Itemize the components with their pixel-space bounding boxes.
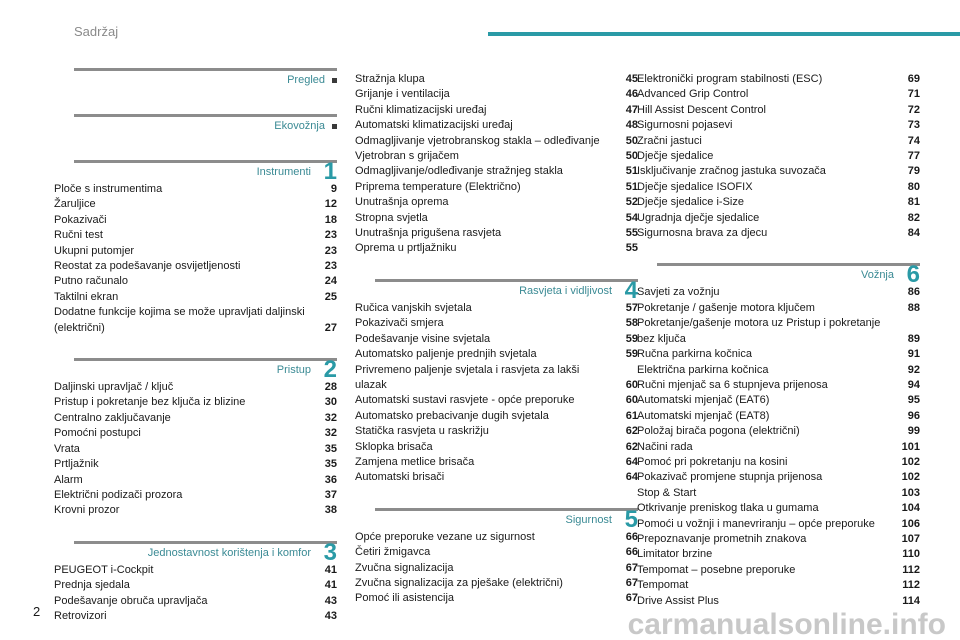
toc-entry-text: Daljinski upravljač / ključ [54,381,174,394]
toc-entry[interactable] [637,285,920,300]
toc-entry[interactable] [637,517,920,532]
toc-entry-text: Odmagljivanje vjetrobranskog stakla – odleđivanje [355,134,600,147]
toc-entry-page: 110 [902,548,920,561]
page-header-title: Sadržaj [74,24,119,39]
toc-entry-text: Dodatne funkcije kojima se može upravljati daljinski (električni) [54,306,305,334]
toc-entry-text: Unutrašnja oprema [355,196,449,209]
toc-entry-text: Priprema temperature (Električno) [355,180,521,193]
toc-entry[interactable] [637,563,920,578]
toc-entry-text: Zračni jastuci [637,134,702,147]
toc-entry-page: 28 [324,381,337,394]
toc-section-instrumenti [54,154,337,336]
toc-entry-page: 99 [907,425,920,438]
toc-section-voznja [637,257,920,609]
toc-entry-text: Četiri žmigavca [355,546,431,559]
toc-entry[interactable] [54,395,337,410]
toc-entry-page: 84 [907,227,920,240]
toc-entry-text: Vrata [54,442,80,455]
toc-entry[interactable] [637,134,920,149]
toc-entry-page: 48 [625,119,638,132]
toc-entry-text: Sigurnosna brava za djecu [637,227,768,240]
toc-entry-text: Tempomat – posebne preporuke [637,563,796,576]
toc-entry[interactable] [355,363,638,394]
section-title[interactable]: Pristup [276,364,311,377]
toc-entry-page: 9 [330,183,337,195]
toc-entry-text: Automatsko paljenje prednjih svjetala [355,348,537,361]
toc-entry-text: Vjetrobran s grijačem [355,150,459,163]
toc-entry-page: 41 [324,579,337,592]
toc-entry-page: 32 [324,427,337,440]
toc-entry-page: 45 [625,73,638,85]
toc-entry-page: 41 [324,563,337,576]
toc-entry-page: 64 [625,471,638,484]
toc-section-pristup [54,352,337,519]
toc-entry-text: Pomoć ili asistencija [355,592,455,605]
toc-entry[interactable] [637,87,920,102]
toc-entry[interactable] [54,182,337,197]
toc-entry[interactable] [355,332,638,347]
toc-entry-page: 66 [625,546,638,559]
toc-entry-page: 35 [324,458,337,471]
toc-entry[interactable] [355,87,638,102]
toc-entry[interactable] [54,274,337,289]
toc-entry[interactable] [637,455,920,470]
toc-entry-page: 95 [907,394,920,407]
toc-entry[interactable] [355,301,638,316]
toc-entry[interactable] [355,393,638,408]
toc-entry[interactable] [637,316,920,347]
toc-entry-text: Automatski mjenjač (EAT6) [637,394,770,407]
toc-entry-page: 58 [625,317,638,330]
toc-entry-page: 61 [625,409,638,422]
toc-entry-page: 66 [625,530,638,543]
toc-entry-page: 43 [324,594,337,607]
toc-entry-text: Oprema u prtljažniku [355,242,457,255]
toc-entry-page: 77 [907,150,920,163]
toc-entry-text: Pomoći u vožnji i manevriranju – opće preporuke [637,517,875,530]
toc-entry-text: Grijanje i ventilacija [355,88,450,101]
toc-entry[interactable] [355,576,638,591]
toc-entry-page: 74 [907,134,920,147]
toc-entry[interactable] [54,380,337,395]
toc-entry[interactable] [355,72,638,87]
toc-entry-text: Ručica vanjskih svjetala [355,301,472,314]
toc-entry[interactable] [355,347,638,362]
toc-entry[interactable] [355,195,638,210]
section-title[interactable]: Vožnja [860,269,894,282]
toc-entry-page: 112 [902,563,920,576]
toc-entry-list [355,530,638,607]
toc-entry-text: Odmagljivanje/odleđivanje stražnjeg stakla [355,165,563,178]
section-header [355,502,638,533]
toc-entry-text: Stop & Start [637,486,697,499]
toc-entry-text: PEUGEOT i-Cockpit [54,563,154,576]
toc-entry[interactable] [637,103,920,118]
toc-entry-text: Pokretanje / gašenje motora ključem [637,301,815,314]
toc-entry-text: Električna parkirna kočnica [637,363,769,376]
toc-entry-text: Prtljažnik [54,458,99,471]
section-rule [657,263,920,266]
toc-entry-page: 88 [907,301,920,314]
toc-entry-page: 18 [324,213,337,226]
toc-entry-page: 64 [625,455,638,468]
toc-entry-page: 114 [902,594,920,607]
section-title[interactable]: Jednostavnost korištenja i komfor [147,546,311,559]
toc-entry-page: 91 [907,348,920,361]
section-number: 1 [323,158,337,185]
toc-section-sigurnost [355,502,638,607]
toc-entry-text: Načini rada [637,440,693,453]
toc-entry[interactable] [355,440,638,455]
toc-entry-page: 60 [625,394,638,407]
toc-entry-text: Ploče s instrumentima [54,183,163,195]
toc-entry-text: Taktilni ekran [54,290,119,303]
section-rule [74,68,337,71]
section-number: 5 [624,505,638,533]
toc-entry[interactable] [637,149,920,164]
toc-entry[interactable] [355,180,638,195]
toc-entry-page: 89 [907,332,920,345]
toc-entry-page: 62 [625,425,638,438]
toc-entry-page: 72 [907,103,920,116]
toc-entry[interactable] [355,164,638,179]
toc-entry[interactable] [54,488,337,503]
toc-entry-page: 47 [625,103,638,116]
toc-entry-text: Prednja sjedala [54,579,130,592]
toc-entry-page: 106 [901,517,920,530]
section-header [54,154,337,185]
toc-entry-text: Stropna svjetla [355,211,428,224]
toc-entry-page: 46 [625,88,638,101]
toc-entry-text: Automatsko prebacivanje dugih svjetala [355,409,549,422]
toc-entry-page: 60 [625,378,638,391]
toc-entry-list [54,380,337,519]
toc-entry-page: 24 [324,275,337,288]
toc-entry-text: Pokazivači smjera [355,317,444,330]
toc-entry[interactable] [637,363,920,378]
toc-entry-page: 67 [625,561,638,574]
toc-entry-text: Podešavanje obruča upravljača [54,594,208,607]
toc-entry[interactable] [355,134,638,149]
toc-entry[interactable] [637,424,920,439]
toc-entry-page: 23 [324,229,337,242]
toc-entry-text: Reostat za podešavanje osvijetljenosti [54,260,241,273]
toc-entry[interactable] [355,241,638,256]
toc-entry-text: Sklopka brisača [355,440,433,453]
toc-entry-page: 82 [907,211,920,224]
toc-entry[interactable] [637,195,920,210]
toc-entry-text: Ručni test [54,229,103,242]
toc-entry[interactable] [54,563,337,578]
toc-entry-page: 54 [625,211,638,224]
toc-entry[interactable] [637,226,920,241]
toc-entry-page: 50 [625,134,638,147]
toc-entry-text: Automatski klimatizacijski uređaj [355,119,513,132]
section-title[interactable]: Rasvjeta i vidljivost [519,284,612,297]
toc-entry-text: Elektronički program stabilnosti (ESC) [637,73,823,85]
toc-entry-page: 59 [625,348,638,361]
toc-entry-list [637,72,920,241]
toc-entry-text: Zamjena metlice brisača [355,455,475,468]
toc-entry[interactable] [637,378,920,393]
section-number: 3 [323,538,337,566]
toc-entry-page: 27 [324,321,337,334]
toc-entry-page: 55 [625,242,638,255]
toc-entry[interactable] [637,409,920,424]
toc-entry-text: Ručni klimatizacijski uređaj [355,103,487,116]
toc-entry-text: Ugradnja dječje sjedalice [637,211,760,224]
section-rule [375,279,638,282]
toc-entry-page: 38 [324,504,337,517]
toc-entry-page: 112 [902,579,920,592]
toc-entry-text: Retrovizori [54,609,107,622]
toc-entry-page: 81 [907,196,920,209]
toc-entry-page: 37 [324,488,337,501]
toc-entry[interactable] [355,211,638,226]
toc-entry[interactable] [54,197,337,212]
toc-entry-page: 59 [625,332,638,345]
toc-entry-page: 102 [901,471,920,484]
toc-entry-page: 79 [907,165,920,178]
toc-entry-text: Tempomat [637,579,689,592]
page-number: 2 [33,604,41,619]
toc-entry-page: 12 [324,198,337,211]
toc-entry-page: 73 [907,119,920,132]
toc-column-3 [637,72,920,609]
toc-entry[interactable] [54,594,337,609]
toc-entry[interactable] [355,470,638,485]
toc-entry-page: 94 [907,378,920,391]
toc-entry-page: 101 [901,440,920,453]
toc-entry[interactable] [637,180,920,195]
toc-entry[interactable] [355,118,638,133]
toc-entry-list [54,182,337,336]
toc-entry[interactable] [637,118,920,133]
toc-entry[interactable] [637,594,920,609]
toc-entry-text: Stražnja klupa [355,73,425,85]
toc-entry[interactable] [355,226,638,241]
toc-entry[interactable] [637,578,920,593]
toc-section-ekovoznja [54,108,337,136]
toc-entry-page: 55 [625,227,638,240]
toc-entry-page: 43 [324,609,337,622]
toc-entry-page: 104 [901,502,920,515]
toc-entry-text: Limitator brzine [637,548,713,561]
section-rule [74,114,337,117]
toc-entry-page: 102 [901,455,920,468]
toc-entry[interactable] [54,473,337,488]
toc-entry-page: 36 [324,473,337,486]
toc-entry[interactable] [637,501,920,516]
toc-entry[interactable] [54,457,337,472]
toc-entry-text: Pokazivač promjene stupnja prijenosa [637,471,823,484]
toc-entry-text: Pomoć pri pokretanju na kosini [637,455,788,468]
toc-section-continued [355,72,638,257]
toc-entry-page: 51 [625,180,638,193]
toc-entry-text: Putno računalo [54,275,128,288]
toc-entry-page: 30 [324,396,337,409]
toc-entry-text: Žaruljice [54,198,96,211]
toc-entry-page: 103 [901,486,920,499]
toc-entry-text: Podešavanje visine svjetala [355,332,491,345]
toc-entry-text: Advanced Grip Control [637,88,749,101]
section-number: 4 [624,276,638,304]
toc-entry[interactable] [637,486,920,501]
square-bullet-icon [332,124,337,129]
toc-entry[interactable] [355,409,638,424]
toc-entry-text: Prepoznavanje prometnih znakova [637,532,807,545]
toc-entry-list [355,301,638,486]
toc-entry-list [637,285,920,609]
toc-entry[interactable] [355,424,638,439]
toc-entry-text: Statička rasvjeta u raskrižju [355,425,489,438]
toc-entry-page: 86 [907,286,920,299]
toc-entry-page: 57 [625,301,638,314]
section-title[interactable]: Ekovožnja [274,120,325,132]
toc-entry-text: Zvučna signalizacija za pješake (električni) [355,576,563,589]
toc-entry[interactable] [355,103,638,118]
toc-entry-text: Pokretanje/gašenje motora uz Pristup i pokretanje bez ključa [637,317,881,345]
toc-entry-page: 23 [324,260,337,273]
toc-entry-page: 51 [625,165,638,178]
toc-entry[interactable] [54,228,337,243]
section-header [637,257,920,289]
section-rule [74,160,337,163]
toc-entry-page: 35 [324,442,337,455]
toc-entry-page: 52 [625,196,638,209]
toc-entry-page: 50 [625,150,638,163]
toc-entry[interactable] [54,442,337,457]
toc-entry-text: Otkrivanje preniskog tlaka u gumama [637,502,819,515]
toc-entry-page: 71 [907,88,920,101]
toc-entry-text: Električni podizači prozora [54,488,183,501]
toc-entry-text: Krovni prozor [54,504,120,517]
section-header [355,273,638,304]
section-title[interactable]: Sigurnost [565,513,612,526]
toc-entry-page: 32 [324,411,337,424]
toc-entry-page: 67 [625,592,638,605]
toc-entry-text: Drive Assist Plus [637,594,719,607]
toc-entry-page: 96 [907,409,920,422]
toc-entry-text: Pokazivači [54,213,107,226]
toc-entry[interactable] [355,530,638,545]
toc-entry[interactable] [355,561,638,576]
toc-entry[interactable] [355,316,638,331]
toc-entry-page: 92 [907,363,920,376]
toc-entry[interactable] [637,164,920,179]
toc-entry-text: Privremeno paljenje svjetala i rasvjeta za lakši ulazak [355,363,580,391]
toc-section-rasvjeta [355,273,638,486]
toc-entry-text: Automatski mjenjač (EAT8) [637,409,770,422]
toc-entry[interactable] [355,149,638,164]
toc-entry-text: Pomoćni postupci [54,427,141,440]
toc-entry-text: Zvučna signalizacija [355,561,454,574]
toc-entry[interactable] [637,393,920,408]
toc-entry-page: 67 [625,576,638,589]
toc-entry[interactable] [637,440,920,455]
toc-entry-text: Automatski sustavi rasvjete - opće preporuke [355,394,575,407]
toc-entry[interactable] [54,259,337,274]
toc-entry-text: Isključivanje zračnog jastuka suvozača [637,165,826,178]
toc-entry-text: Hill Assist Descent Control [637,103,766,116]
toc-entry-page: 80 [907,180,920,193]
section-header [54,535,337,566]
square-bullet-icon [332,78,337,83]
toc-entry-page: 23 [324,244,337,257]
toc-entry[interactable] [54,411,337,426]
toc-entry[interactable] [637,532,920,547]
toc-entry-page: 69 [907,73,920,85]
toc-entry[interactable] [355,545,638,560]
toc-entry-text: Sigurnosni pojasevi [637,119,733,132]
section-header [54,352,337,384]
toc-entry[interactable] [54,213,337,228]
toc-entry[interactable] [54,290,337,305]
toc-entry-list [355,72,638,257]
toc-entry-text: Alarm [54,473,83,486]
toc-entry-text: Savjeti za vožnju [637,286,720,299]
toc-entry-text: Automatski brisači [355,471,445,484]
toc-entry[interactable] [637,72,920,87]
toc-entry[interactable] [355,591,638,606]
section-number: 2 [323,356,337,384]
toc-entry[interactable] [54,426,337,441]
toc-entry[interactable] [637,470,920,485]
section-title[interactable]: Pregled [287,74,325,86]
toc-entry-text: Unutrašnja prigušena rasvjeta [355,227,502,240]
toc-entry-text: Dječje sjedalice i-Size [637,196,744,209]
toc-entry[interactable] [54,244,337,259]
section-rule [74,541,337,544]
section-number: 6 [906,261,920,289]
section-header [54,62,337,90]
section-header [54,108,337,136]
toc-entry-text: Položaj birača pogona (električni) [637,425,800,438]
toc-entry-text: Dječje sjedalice ISOFIX [637,180,753,193]
section-rule [74,358,337,361]
toc-entry[interactable] [637,347,920,362]
toc-entry-text: Ručna parkirna kočnica [637,348,752,361]
toc-entry[interactable] [637,547,920,562]
watermark-text: carmanualsonline.info [627,608,946,640]
toc-entry-text: Pristup i pokretanje bez ključa iz blizine [54,396,246,409]
toc-entry-text: Dječje sjedalice [637,150,714,163]
section-title[interactable]: Instrumenti [256,166,311,178]
toc-entry[interactable] [637,211,920,226]
toc-entry[interactable] [637,301,920,316]
toc-entry-text: Ukupni putomjer [54,244,135,257]
toc-entry[interactable] [54,305,337,336]
section-rule [375,508,638,511]
toc-column-1 [54,62,337,624]
header-accent-bar [488,32,960,36]
toc-entry[interactable] [355,455,638,470]
toc-section-pregled [54,62,337,90]
toc-section-continued [637,72,920,241]
toc-entry[interactable] [54,503,337,518]
toc-entry-page: 62 [625,440,638,453]
toc-entry-text: Opće preporuke vezane uz sigurnost [355,530,535,543]
toc-column-2 [355,72,638,607]
toc-entry-page: 107 [901,532,920,545]
toc-entry-page: 25 [324,290,337,303]
toc-entry-text: Centralno zaključavanje [54,411,171,424]
toc-entry[interactable] [54,578,337,593]
toc-entry-text: Ručni mjenjač sa 6 stupnjeva prijenosa [637,378,828,391]
